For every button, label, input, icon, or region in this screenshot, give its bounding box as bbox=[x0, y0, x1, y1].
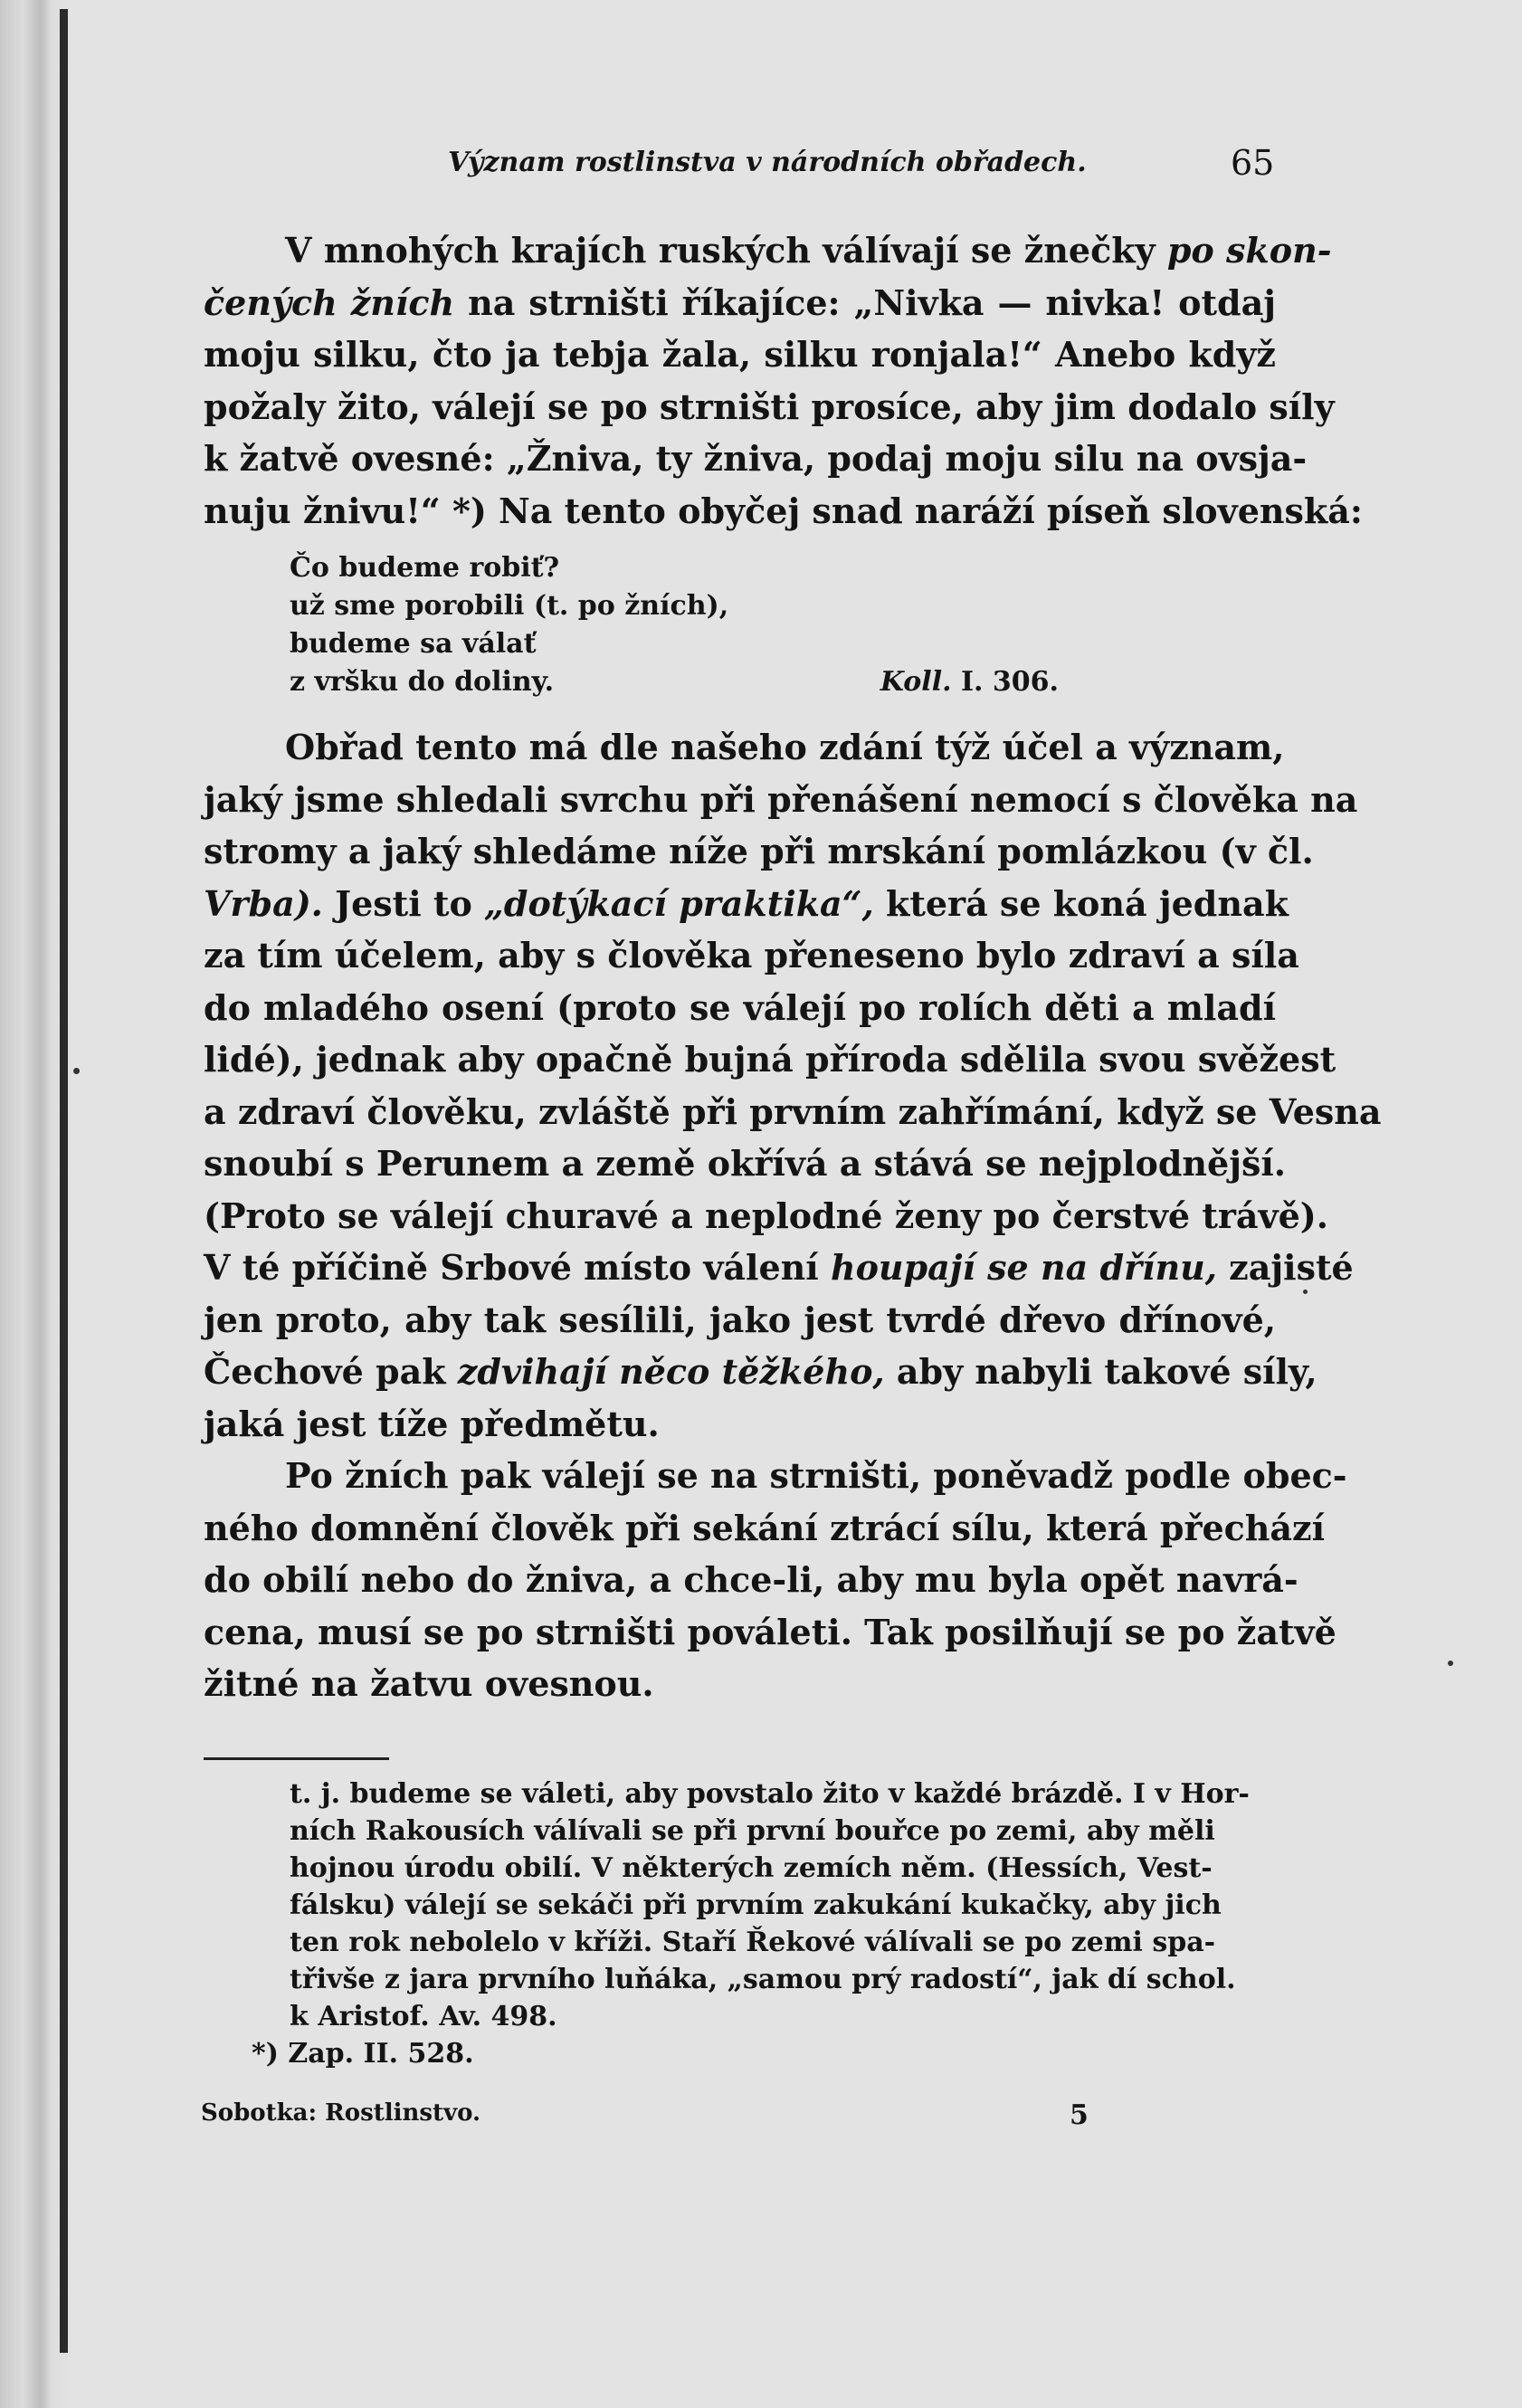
footnote-line: k Aristof. Av. 498. bbox=[290, 2001, 557, 2032]
text-line: k žatvě ovesné: „Žniva, ty žniva, podaj moju silu na ovsja- bbox=[204, 438, 1308, 479]
printer-signature bbox=[201, 2099, 1089, 2131]
text-line: čených žních na strništi říkajíce: „Nivka — nivka! otdaj bbox=[204, 281, 1276, 323]
folk-song-verse bbox=[290, 549, 1059, 701]
speck bbox=[1303, 1290, 1308, 1294]
verse-line: už sme porobili (t. po žních), bbox=[290, 590, 729, 622]
text-line: snoubí s Perunem a země okřívá a stává se nejplodnější. bbox=[204, 1143, 1286, 1184]
signature-text: Sobotka: Rostlinstvo. bbox=[201, 2099, 481, 2127]
text-line: Obřad tento má dle našeho zdání týž účel a význam, bbox=[285, 727, 1285, 767]
verse-source: Koll. I. 306. bbox=[880, 666, 1059, 698]
footnote-line: hojnou úrodu obilí. V některých zemích něm. (Hessích, Vest- bbox=[290, 1852, 1213, 1884]
text-line: do obilí nebo do žniva, a chce-li, aby mu byla opět navrá- bbox=[204, 1559, 1298, 1600]
text-line: a zdraví člověku, zvláště při prvním zahřímání, když se Vesna bbox=[204, 1090, 1382, 1132]
sheet-number: 5 bbox=[1070, 2099, 1089, 2131]
main-text bbox=[204, 224, 1382, 1710]
footnote-line: fálsku) válejí se sekáči při prvním zakukání kukačky, aby jich bbox=[290, 1889, 1222, 1921]
text-line: Čechové pak zdvihají něco těžkého, aby nabyli takové síly, bbox=[204, 1351, 1317, 1392]
text-line: (Proto se válejí churavé a neplodné ženy po čerstvé trávě). bbox=[204, 1194, 1328, 1236]
text-line: nuju žnivu!“ *) Na tento obyčej snad naráží píseň slovenská: bbox=[204, 490, 1363, 531]
text-line: jen proto, aby tak sesílili, jako jest tvrdé dřevo dřínové, bbox=[204, 1299, 1276, 1340]
footnote-rule bbox=[204, 1757, 389, 1760]
text-line: jaký jsme shledali svrchu při přenášení nemocí s člověka na bbox=[204, 778, 1358, 820]
footnote-line: třivše z jara prvního luňáka, „samou prý radostí“, jak dí schol. bbox=[290, 1964, 1236, 1995]
page-header bbox=[0, 136, 1522, 190]
footnote-line: ten rok nebolelo v kříži. Staří Řekové válívali se po zemi spa- bbox=[290, 1927, 1216, 1958]
text-line: stromy a jaký shledáme níže při mrskání pomlázkou (v čl. bbox=[204, 831, 1314, 871]
text-line: lidé), jednak aby opačně bujná příroda sdělila svou svěžest bbox=[204, 1039, 1337, 1080]
binding-edge bbox=[60, 9, 68, 2353]
page-number: 65 bbox=[1231, 143, 1275, 183]
verse-line: budeme sa válať bbox=[290, 628, 537, 660]
verse-line: Čo budeme robiť? bbox=[290, 552, 560, 584]
text-line: ného domnění člověk při sekání ztrácí sílu, která přechází bbox=[204, 1507, 1326, 1548]
speck bbox=[1448, 1661, 1453, 1666]
text-line: jaká jest tíže předmětu. bbox=[204, 1403, 660, 1444]
running-title: Význam rostlinstva v národních obřadech. bbox=[448, 147, 1087, 178]
footnote-line: t. j. budeme se váleti, aby povstalo žito v každé brázdě. I v Hor- bbox=[290, 1778, 1250, 1810]
text-line: Vrba). Jesti to „dotýkací praktika“, která se koná jednak bbox=[204, 882, 1289, 924]
text-line: za tím účelem, aby s člověka přeneseno bylo zdraví a síla bbox=[204, 935, 1299, 976]
speck bbox=[73, 1068, 80, 1074]
text-line: žitné na žatvu ovesnou. bbox=[204, 1663, 654, 1704]
text-line: V té příčině Srbové místo válení houpají se na dřínu, zajisté bbox=[204, 1247, 1354, 1288]
text-line: cena, musí se po strništi pováleti. Tak posilňují se po žatvě bbox=[204, 1611, 1337, 1652]
verse-line: z vršku do doliny. Koll. I. 306. bbox=[290, 663, 1059, 701]
footnote-asterisk: *) Zap. II. 528. bbox=[252, 2038, 474, 2070]
text-line: V mnohých krajích ruských válívají se žnečky po skon- bbox=[285, 230, 1332, 271]
footnotes bbox=[252, 1775, 1267, 2072]
text-line: požaly žito, válejí se po strništi prosíce, aby jim dodalo síly bbox=[204, 385, 1335, 427]
text-line: do mladého osení (proto se válejí po rolích děti a mladí bbox=[204, 986, 1276, 1028]
footnote-line: ních Rakousích válívali se při první bouřce po zemi, aby měli bbox=[290, 1815, 1215, 1847]
text-line: moju silku, čto ja tebja žala, silku ronjala!“ Anebo když bbox=[204, 334, 1276, 375]
text-line: Po žních pak válejí se na strništi, poněvadž podle obec- bbox=[285, 1455, 1347, 1496]
